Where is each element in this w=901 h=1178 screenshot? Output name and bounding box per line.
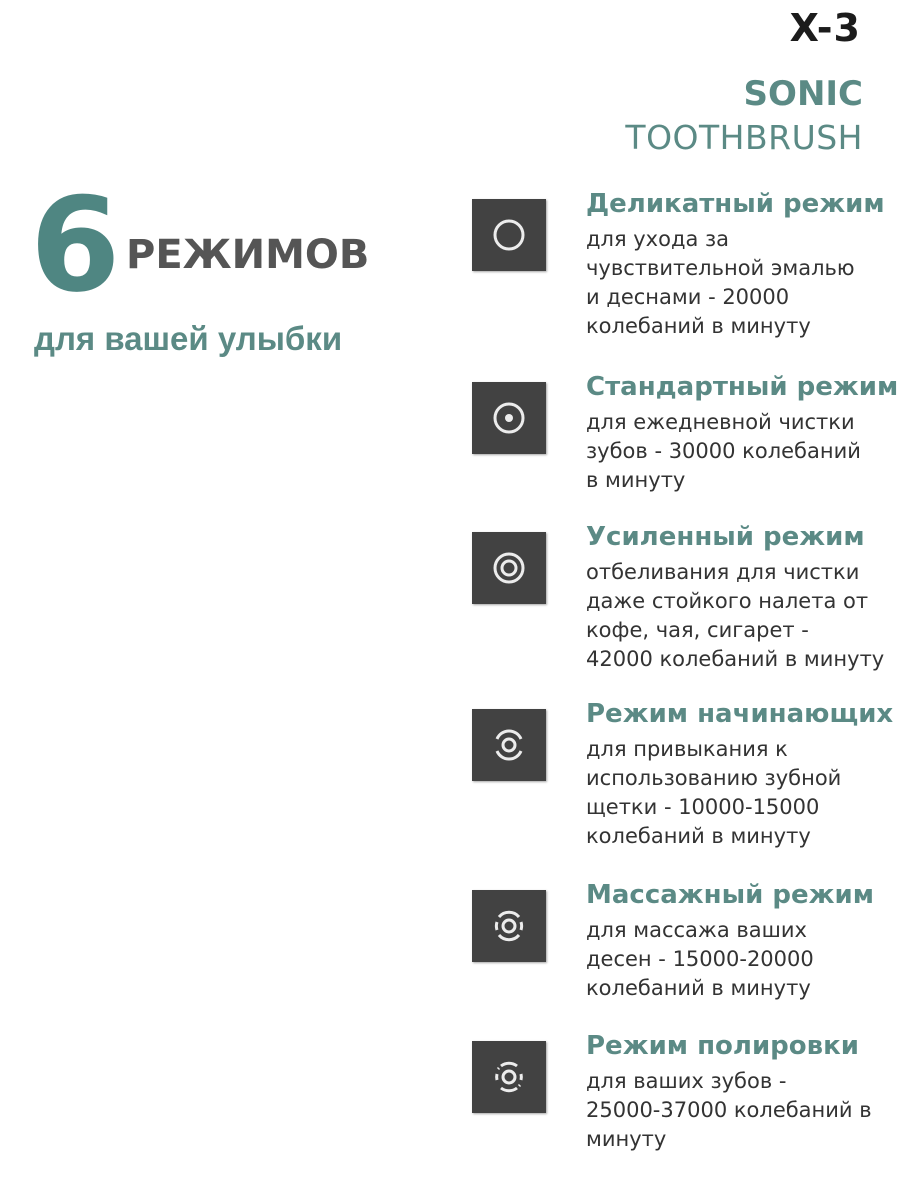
mode-title: Деликатный режим (586, 189, 885, 219)
mode-description: для привыкания к использованию зубной щетки - 10000-15000 колебаний в минуту (586, 737, 842, 848)
mode-description: для ваших зубов - 25000-37000 колебаний в минуту (586, 1069, 872, 1151)
single-ring-icon (472, 199, 546, 271)
mode-description: для массажа ваших десен - 15000-20000 колебаний в минуту (586, 918, 814, 1000)
ring-with-four-arcs-icon (472, 890, 546, 962)
hero-word: РЕЖИМОВ (126, 232, 370, 278)
ring-with-segmented-arcs-icon (472, 1041, 546, 1113)
mode-title: Режим начинающих (586, 699, 894, 729)
double-ring-icon (472, 532, 546, 604)
mode-description: отбеливания для чистки даже стойкого налета от кофе, чая, сигарет - 42000 колебаний в минуту (586, 560, 885, 671)
mode-description: для ухода за чувствительной эмалью и деснами - 20000 колебаний в минуту (586, 227, 855, 338)
ring-with-dot-icon (472, 382, 546, 454)
brand-toothbrush: TOOTHBRUSH (625, 118, 863, 157)
hero-subtitle: для вашей улыбки (34, 320, 343, 357)
mode-title: Усиленный режим (586, 522, 865, 552)
mode-title: Стандартный режим (586, 372, 899, 402)
mode-title: Массажный режим (586, 880, 874, 910)
mode-description: для ежедневной чистки зубов - 30000 колебаний в минуту (586, 410, 861, 492)
brand-sonic: SONIC (743, 74, 863, 114)
brand-model: X-3 (789, 6, 861, 50)
mode-title: Режим полировки (586, 1031, 859, 1061)
hero-count: 6 (30, 169, 121, 321)
ring-with-side-arcs-icon (472, 709, 546, 781)
